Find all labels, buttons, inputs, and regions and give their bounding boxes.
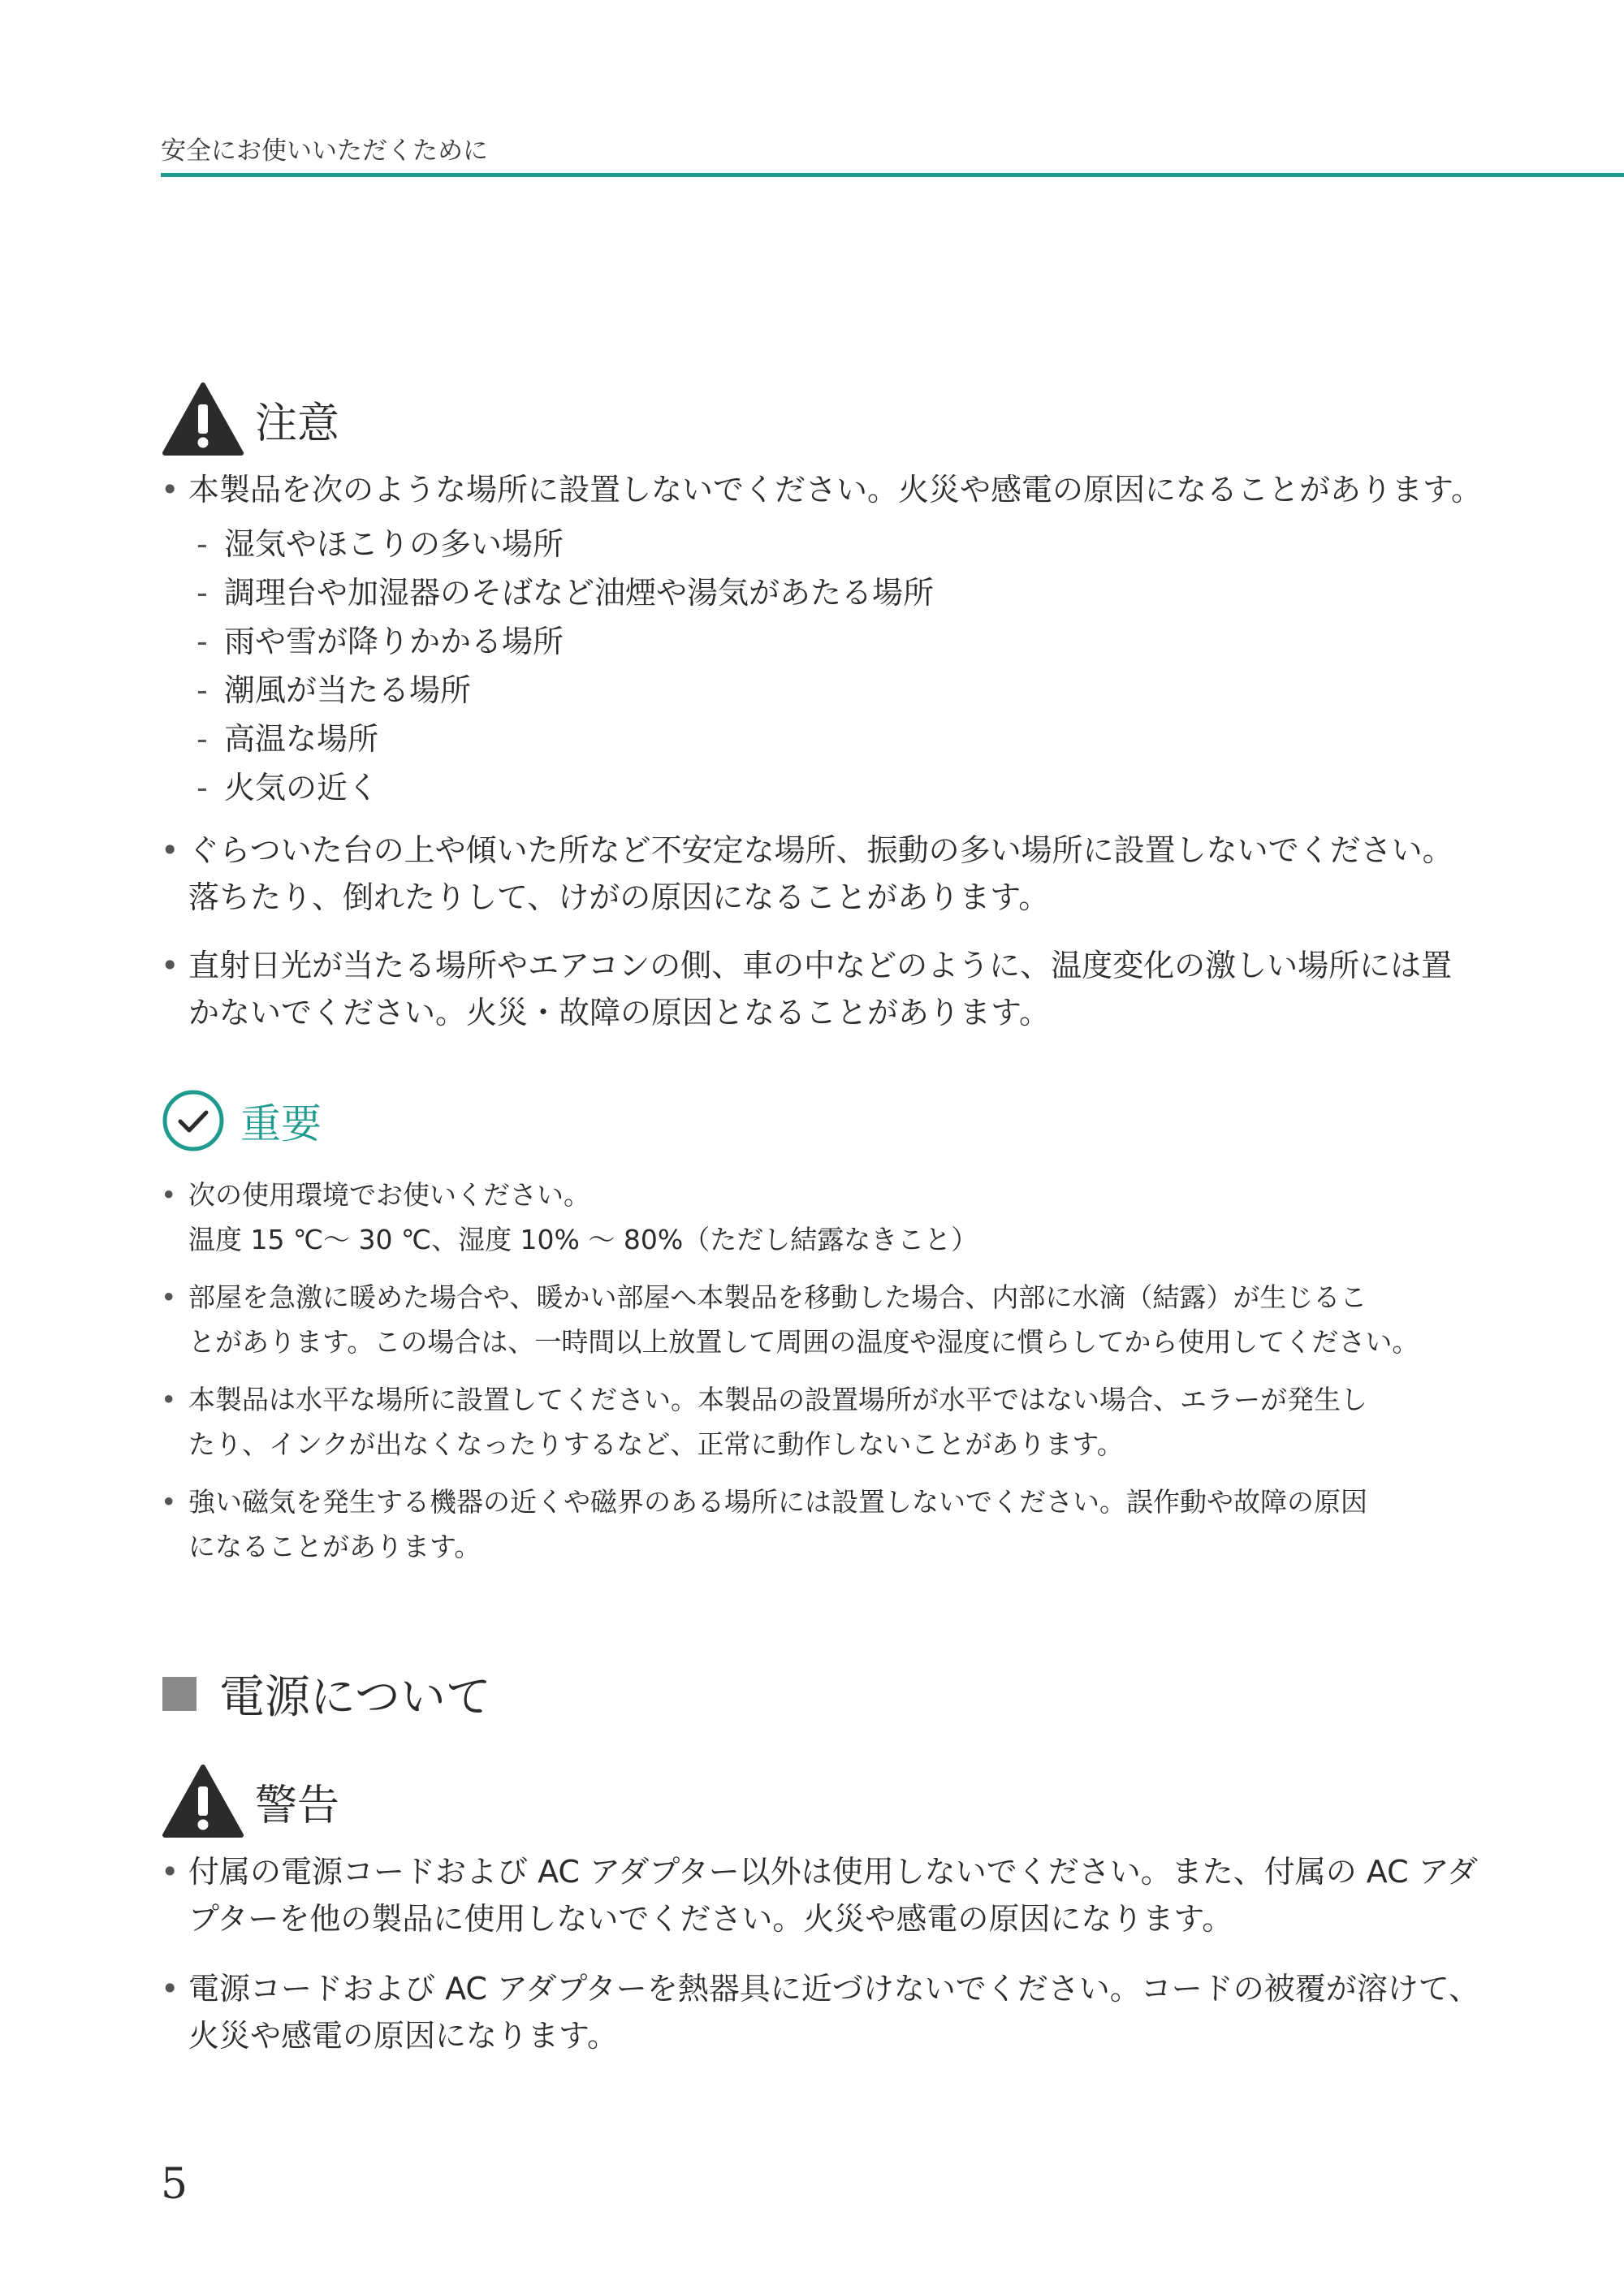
warning-title: 警告: [255, 1781, 340, 1830]
caution-title: 注意: [255, 399, 340, 448]
list-item: • 部屋を急激に暖めた場合や、暖かい部屋へ本製品を移動した場合、内部に水滴（結露）が生じるこ とがあります。この場合は、一時間以上放置して周囲の温度や湿度に慣らしてから使用してください。: [161, 1275, 1419, 1364]
sub-list: [188, 520, 1482, 812]
sub-list-item: - 高温な場所: [197, 721, 379, 757]
important-heading: [161, 1088, 322, 1153]
section-square-icon: [162, 1677, 197, 1711]
sub-list-item: - 調理台や加湿器のそばなど油煙や湯気があたる場所: [197, 575, 935, 611]
warning-list: [161, 1848, 1479, 2059]
important-list: [161, 1173, 1419, 1569]
list-item: • 本製品を次のような場所に設置しないでください。火災や感電の原因になることがあります。 - 湿気やほこりの多い場所 - 調理台や加湿器のそばなど油煙や湯気があたる場所 - 雨や雪が降りかかる場所 - 潮風が当たる場所 - 高温な場所 - 火気の近く: [161, 466, 1482, 812]
list-item: • ぐらついた台の上や傾いた所など不安定な場所、振動の多い場所に設置しないでください。 落ちたり、倒れたりして、けがの原因になることがあります。: [161, 827, 1482, 921]
power-section-title: 電源について: [162, 1661, 491, 1726]
list-item: • 直射日光が当たる場所やエアコンの側、車の中などのように、温度変化の激しい場所には置 かないでください。火災・故障の原因となることがあります。: [161, 942, 1482, 1036]
caution-heading: [162, 382, 339, 456]
warning-heading: [162, 1764, 339, 1838]
sub-list-item: - 火気の近く: [197, 770, 379, 806]
caution-list: [161, 466, 1482, 1036]
header-rule: [161, 173, 1624, 177]
list-item: • 付属の電源コードおよび AC アダプター以外は使用しないでください。また、付属の AC アダ プターを他の製品に使用しないでください。火災や感電の原因になります。: [161, 1848, 1479, 1942]
page-number: 5: [161, 2160, 188, 2209]
check-circle-icon: [161, 1088, 226, 1153]
list-item: • 本製品は水平な場所に設置してください。本製品の設置場所が水平ではない場合、エラーが発生し たり、インクが出なくなったりするなど、正常に動作しないことがあります。: [161, 1377, 1419, 1467]
sub-list-item: - 潮風が当たる場所: [197, 672, 472, 708]
list-item: • 次の使用環境でお使いください。 温度 15 ℃～ 30 ℃、湿度 10% ～ 80%（ただし結露なきこと）: [161, 1173, 1419, 1262]
important-title: 重要: [240, 1100, 322, 1147]
warning-triangle-icon: [162, 1764, 244, 1838]
warning-triangle-icon: [162, 382, 244, 456]
running-header: 安全にお使いいただくために: [161, 136, 488, 166]
list-item: • 強い磁気を発生する機器の近くや磁界のある場所には設置しないでください。誤作動や故障の原因 になることがあります。: [161, 1480, 1419, 1569]
sub-list-item: - 湿気やほこりの多い場所: [197, 526, 564, 562]
sub-list-item: - 雨や雪が降りかかる場所: [197, 624, 564, 659]
list-item: • 電源コードおよび AC アダプターを熱器具に近づけないでください。コードの被覆が溶けて、 火災や感電の原因になります。: [161, 1965, 1479, 2059]
